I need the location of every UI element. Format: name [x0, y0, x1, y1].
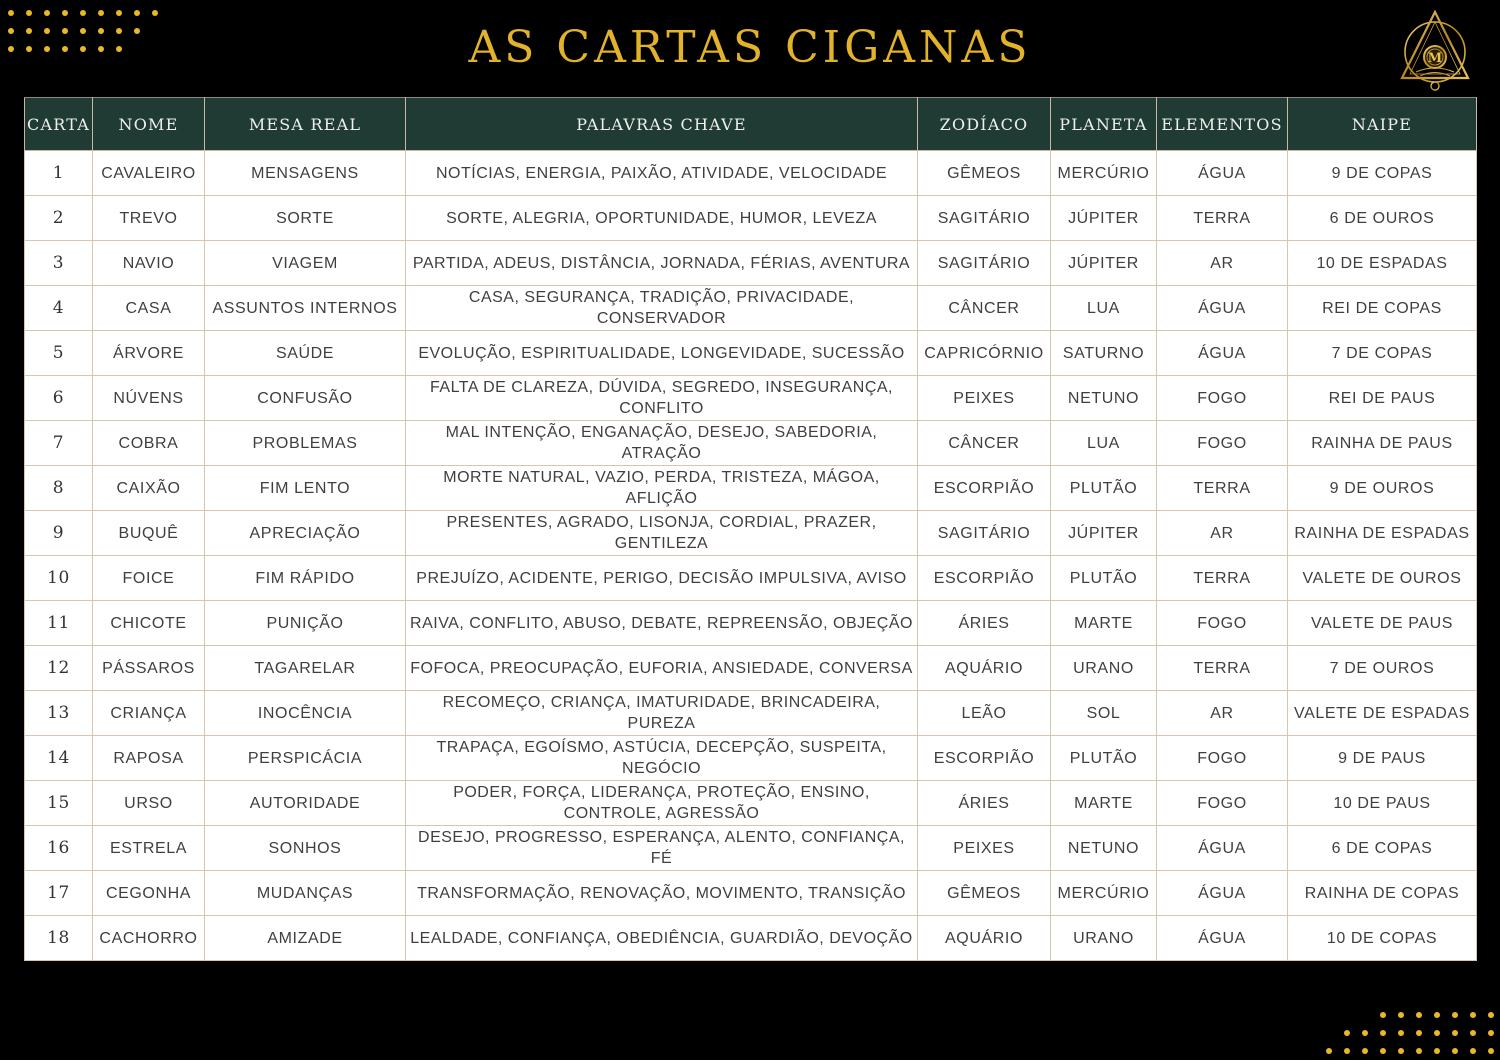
- mesa-real-cell: TAGARELAR: [205, 646, 406, 691]
- page-title: AS CARTAS CIGANAS: [468, 22, 1032, 73]
- table-row: [25, 151, 1477, 196]
- mesa-real-cell: MENSAGENS: [205, 151, 406, 196]
- table-row: [25, 421, 1477, 466]
- card-number-cell: 7: [25, 421, 93, 466]
- mesa-real-cell: SORTE: [205, 196, 406, 241]
- table-row: [25, 646, 1477, 691]
- planet-cell: SATURNO: [1051, 331, 1157, 376]
- card-name-cell: ÁRVORE: [93, 331, 205, 376]
- suit-cell: 6 DE COPAS: [1288, 826, 1477, 871]
- table-row: [25, 736, 1477, 781]
- card-name-cell: COBRA: [93, 421, 205, 466]
- column-header-elementos: ELEMENTOS: [1157, 98, 1288, 151]
- element-cell: ÁGUA: [1157, 916, 1288, 961]
- planet-cell: SOL: [1051, 691, 1157, 736]
- element-cell: TERRA: [1157, 646, 1288, 691]
- element-cell: TERRA: [1157, 196, 1288, 241]
- card-name-cell: BUQUÊ: [93, 511, 205, 556]
- card-name-cell: NÚVENS: [93, 376, 205, 421]
- column-header-naipe: NAIPE: [1288, 98, 1477, 151]
- table-row: [25, 691, 1477, 736]
- zodiac-cell: AQUÁRIO: [918, 646, 1051, 691]
- suit-cell: 10 DE COPAS: [1288, 916, 1477, 961]
- zodiac-cell: GÊMEOS: [918, 871, 1051, 916]
- suit-cell: RAINHA DE ESPADAS: [1288, 511, 1477, 556]
- column-header-palavras-chave: PALAVRAS CHAVE: [406, 98, 918, 151]
- table-header-row: [25, 98, 1477, 151]
- element-cell: TERRA: [1157, 466, 1288, 511]
- card-name-cell: CEGONHA: [93, 871, 205, 916]
- suit-cell: RAINHA DE PAUS: [1288, 421, 1477, 466]
- suit-cell: 10 DE ESPADAS: [1288, 241, 1477, 286]
- suit-cell: 9 DE COPAS: [1288, 151, 1477, 196]
- cards-table: [24, 97, 1477, 961]
- table-row: [25, 871, 1477, 916]
- element-cell: ÁGUA: [1157, 826, 1288, 871]
- element-cell: AR: [1157, 691, 1288, 736]
- column-header-planeta: PLANETA: [1051, 98, 1157, 151]
- card-name-cell: CHICOTE: [93, 601, 205, 646]
- mesa-real-cell: ASSUNTOS INTERNOS: [205, 286, 406, 331]
- card-number-cell: 8: [25, 466, 93, 511]
- zodiac-cell: SAGITÁRIO: [918, 241, 1051, 286]
- table-row: [25, 466, 1477, 511]
- suit-cell: 9 DE OUROS: [1288, 466, 1477, 511]
- card-name-cell: TREVO: [93, 196, 205, 241]
- column-header-mesa-real: MESA REAL: [205, 98, 406, 151]
- element-cell: TERRA: [1157, 556, 1288, 601]
- table-row: [25, 196, 1477, 241]
- element-cell: ÁGUA: [1157, 286, 1288, 331]
- planet-cell: LUA: [1051, 286, 1157, 331]
- zodiac-cell: ESCORPIÃO: [918, 556, 1051, 601]
- keywords-cell: NOTÍCIAS, ENERGIA, PAIXÃO, ATIVIDADE, VELOCIDADE: [406, 151, 918, 196]
- keywords-cell: LEALDADE, CONFIANÇA, OBEDIÊNCIA, GUARDIÃO, DEVOÇÃO: [406, 916, 918, 961]
- zodiac-cell: ESCORPIÃO: [918, 736, 1051, 781]
- card-number-cell: 14: [25, 736, 93, 781]
- keywords-cell: PODER, FORÇA, LIDERANÇA, PROTEÇÃO, ENSINO, CONTROLE, AGRESSÃO: [406, 781, 918, 826]
- keywords-cell: TRAPAÇA, EGOÍSMO, ASTÚCIA, DECEPÇÃO, SUSPEITA, NEGÓCIO: [406, 736, 918, 781]
- card-number-cell: 6: [25, 376, 93, 421]
- mesa-real-cell: SONHOS: [205, 826, 406, 871]
- card-number-cell: 12: [25, 646, 93, 691]
- zodiac-cell: PEIXES: [918, 376, 1051, 421]
- zodiac-cell: ÁRIES: [918, 781, 1051, 826]
- decorative-dots-bottom-right: [1326, 1006, 1500, 1060]
- element-cell: ÁGUA: [1157, 151, 1288, 196]
- mesa-real-cell: AMIZADE: [205, 916, 406, 961]
- planet-cell: PLUTÃO: [1051, 556, 1157, 601]
- suit-cell: 7 DE OUROS: [1288, 646, 1477, 691]
- column-header-zodiaco: ZODÍACO: [918, 98, 1051, 151]
- element-cell: AR: [1157, 511, 1288, 556]
- planet-cell: JÚPITER: [1051, 511, 1157, 556]
- suit-cell: REI DE PAUS: [1288, 376, 1477, 421]
- card-number-cell: 10: [25, 556, 93, 601]
- planet-cell: MARTE: [1051, 601, 1157, 646]
- zodiac-cell: ÁRIES: [918, 601, 1051, 646]
- cards-table-container: [24, 97, 1476, 961]
- keywords-cell: PARTIDA, ADEUS, DISTÂNCIA, JORNADA, FÉRIAS, AVENTURA: [406, 241, 918, 286]
- card-name-cell: PÁSSAROS: [93, 646, 205, 691]
- element-cell: ÁGUA: [1157, 871, 1288, 916]
- card-name-cell: CAVALEIRO: [93, 151, 205, 196]
- table-row: [25, 826, 1477, 871]
- mesa-real-cell: VIAGEM: [205, 241, 406, 286]
- planet-cell: JÚPITER: [1051, 241, 1157, 286]
- card-name-cell: FOICE: [93, 556, 205, 601]
- card-number-cell: 5: [25, 331, 93, 376]
- zodiac-cell: SAGITÁRIO: [918, 511, 1051, 556]
- svg-text:M: M: [1427, 51, 1443, 66]
- planet-cell: PLUTÃO: [1051, 466, 1157, 511]
- table-row: [25, 781, 1477, 826]
- planet-cell: URANO: [1051, 646, 1157, 691]
- element-cell: FOGO: [1157, 736, 1288, 781]
- zodiac-cell: AQUÁRIO: [918, 916, 1051, 961]
- zodiac-cell: GÊMEOS: [918, 151, 1051, 196]
- mesa-real-cell: PUNIÇÃO: [205, 601, 406, 646]
- table-row: [25, 601, 1477, 646]
- zodiac-cell: CÂNCER: [918, 286, 1051, 331]
- column-header-nome: NOME: [93, 98, 205, 151]
- keywords-cell: MORTE NATURAL, VAZIO, PERDA, TRISTEZA, MÁGOA, AFLIÇÃO: [406, 466, 918, 511]
- table-row: [25, 331, 1477, 376]
- card-name-cell: RAPOSA: [93, 736, 205, 781]
- zodiac-cell: CAPRICÓRNIO: [918, 331, 1051, 376]
- card-name-cell: ESTRELA: [93, 826, 205, 871]
- suit-cell: 6 DE OUROS: [1288, 196, 1477, 241]
- planet-cell: LUA: [1051, 421, 1157, 466]
- mesa-real-cell: PROBLEMAS: [205, 421, 406, 466]
- table-row: [25, 916, 1477, 961]
- card-number-cell: 13: [25, 691, 93, 736]
- mesa-real-cell: SAÚDE: [205, 331, 406, 376]
- keywords-cell: RECOMEÇO, CRIANÇA, IMATURIDADE, BRINCADEIRA, PUREZA: [406, 691, 918, 736]
- keywords-cell: RAIVA, CONFLITO, ABUSO, DEBATE, REPREENSÃO, OBJEÇÃO: [406, 601, 918, 646]
- zodiac-cell: SAGITÁRIO: [918, 196, 1051, 241]
- suit-cell: VALETE DE OUROS: [1288, 556, 1477, 601]
- mesa-real-cell: INOCÊNCIA: [205, 691, 406, 736]
- zodiac-cell: LEÃO: [918, 691, 1051, 736]
- keywords-cell: PRESENTES, AGRADO, LISONJA, CORDIAL, PRAZER, GENTILEZA: [406, 511, 918, 556]
- suit-cell: RAINHA DE COPAS: [1288, 871, 1477, 916]
- mesa-real-cell: MUDANÇAS: [205, 871, 406, 916]
- mesa-real-cell: PERSPICÁCIA: [205, 736, 406, 781]
- planet-cell: NETUNO: [1051, 826, 1157, 871]
- element-cell: FOGO: [1157, 781, 1288, 826]
- suit-cell: 9 DE PAUS: [1288, 736, 1477, 781]
- card-name-cell: CASA: [93, 286, 205, 331]
- card-number-cell: 11: [25, 601, 93, 646]
- planet-cell: PLUTÃO: [1051, 736, 1157, 781]
- card-number-cell: 17: [25, 871, 93, 916]
- keywords-cell: DESEJO, PROGRESSO, ESPERANÇA, ALENTO, CONFIANÇA, FÉ: [406, 826, 918, 871]
- column-header-carta: CARTA: [25, 98, 93, 151]
- table-row: [25, 556, 1477, 601]
- mesa-real-cell: FIM LENTO: [205, 466, 406, 511]
- card-name-cell: NAVIO: [93, 241, 205, 286]
- suit-cell: 7 DE COPAS: [1288, 331, 1477, 376]
- mesa-real-cell: AUTORIDADE: [205, 781, 406, 826]
- planet-cell: MERCÚRIO: [1051, 871, 1157, 916]
- planet-cell: MARTE: [1051, 781, 1157, 826]
- planet-cell: MERCÚRIO: [1051, 151, 1157, 196]
- keywords-cell: FOFOCA, PREOCUPAÇÃO, EUFORIA, ANSIEDADE, CONVERSA: [406, 646, 918, 691]
- card-number-cell: 9: [25, 511, 93, 556]
- table-row: [25, 241, 1477, 286]
- card-name-cell: CACHORRO: [93, 916, 205, 961]
- mesa-real-cell: APRECIAÇÃO: [205, 511, 406, 556]
- keywords-cell: CASA, SEGURANÇA, TRADIÇÃO, PRIVACIDADE, CONSERVADOR: [406, 286, 918, 331]
- keywords-cell: FALTA DE CLAREZA, DÚVIDA, SEGREDO, INSEGURANÇA, CONFLITO: [406, 376, 918, 421]
- table-body: [25, 151, 1477, 961]
- suit-cell: 10 DE PAUS: [1288, 781, 1477, 826]
- element-cell: AR: [1157, 241, 1288, 286]
- table-row: [25, 511, 1477, 556]
- mesa-real-cell: FIM RÁPIDO: [205, 556, 406, 601]
- suit-cell: VALETE DE PAUS: [1288, 601, 1477, 646]
- card-number-cell: 18: [25, 916, 93, 961]
- planet-cell: NETUNO: [1051, 376, 1157, 421]
- keywords-cell: TRANSFORMAÇÃO, RENOVAÇÃO, MOVIMENTO, TRANSIÇÃO: [406, 871, 918, 916]
- element-cell: FOGO: [1157, 421, 1288, 466]
- zodiac-cell: ESCORPIÃO: [918, 466, 1051, 511]
- card-number-cell: 3: [25, 241, 93, 286]
- card-name-cell: CAIXÃO: [93, 466, 205, 511]
- keywords-cell: EVOLUÇÃO, ESPIRITUALIDADE, LONGEVIDADE, SUCESSÃO: [406, 331, 918, 376]
- card-number-cell: 1: [25, 151, 93, 196]
- suit-cell: VALETE DE ESPADAS: [1288, 691, 1477, 736]
- card-name-cell: URSO: [93, 781, 205, 826]
- element-cell: FOGO: [1157, 601, 1288, 646]
- element-cell: ÁGUA: [1157, 331, 1288, 376]
- card-name-cell: CRIANÇA: [93, 691, 205, 736]
- keywords-cell: MAL INTENÇÃO, ENGANAÇÃO, DESEJO, SABEDORIA, ATRAÇÃO: [406, 421, 918, 466]
- element-cell: FOGO: [1157, 376, 1288, 421]
- mesa-real-cell: CONFUSÃO: [205, 376, 406, 421]
- table-row: [25, 376, 1477, 421]
- card-number-cell: 16: [25, 826, 93, 871]
- zodiac-cell: PEIXES: [918, 826, 1051, 871]
- planet-cell: JÚPITER: [1051, 196, 1157, 241]
- card-number-cell: 4: [25, 286, 93, 331]
- keywords-cell: SORTE, ALEGRIA, OPORTUNIDADE, HUMOR, LEVEZA: [406, 196, 918, 241]
- table-row: [25, 286, 1477, 331]
- card-number-cell: 2: [25, 196, 93, 241]
- card-number-cell: 15: [25, 781, 93, 826]
- triangle-monogram-logo-icon: [1398, 8, 1472, 94]
- suit-cell: REI DE COPAS: [1288, 286, 1477, 331]
- zodiac-cell: CÂNCER: [918, 421, 1051, 466]
- planet-cell: URANO: [1051, 916, 1157, 961]
- keywords-cell: PREJUÍZO, ACIDENTE, PERIGO, DECISÃO IMPULSIVA, AVISO: [406, 556, 918, 601]
